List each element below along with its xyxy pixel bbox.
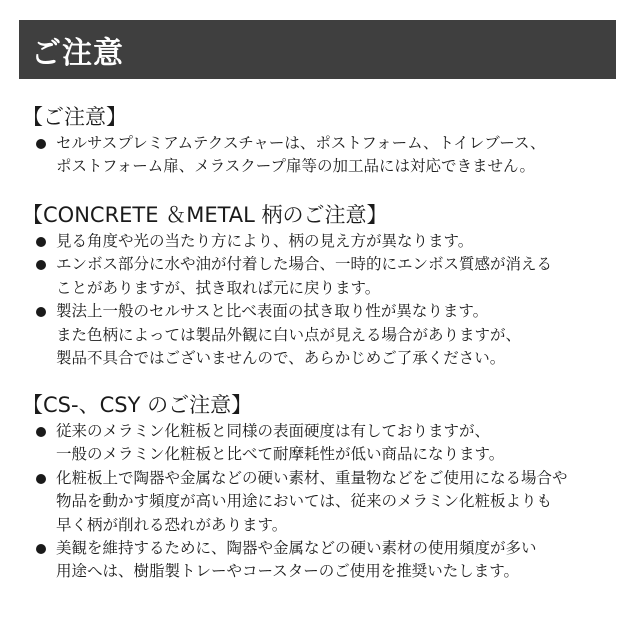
item-line: 美観を維持するために、陶器や金属などの硬い素材の使用頻度が多い [56, 539, 537, 558]
list-item [22, 132, 634, 179]
section-concrete-metal-notice [22, 202, 634, 370]
section-cs-csy-notice [22, 392, 634, 584]
list-item [22, 230, 634, 253]
item-line: 早く柄が削れる恐れがあります。 [56, 515, 288, 534]
item-line: 見る角度や光の当たり方により、柄の見え方が異なります。 [56, 232, 474, 250]
item-line: 物品を動かす頻度が高い用途においては、従来のメラミン化粧板よりも [56, 492, 553, 511]
item-line: また色柄によっては製品外観に白い点が見える場合がありますが、 [56, 325, 522, 344]
bullet-icon [36, 544, 46, 554]
item-line: 一般のメラミン化粧板と比べて耐摩耗性が低い商品になります。 [56, 445, 505, 464]
item-line: 用途へは、樹脂製トレーやコースターのご使用を推奨いたします。 [56, 562, 519, 581]
item-line: 製法上一般のセルサスと比べ表面の拭き取り性が異なります。 [56, 302, 489, 321]
bullet-icon [36, 474, 46, 484]
list-item [22, 537, 634, 584]
list-item [22, 253, 634, 300]
title-bar [19, 20, 616, 79]
bullet-icon [36, 237, 46, 247]
bullet-icon [36, 307, 46, 317]
section-heading: 【CONCRETE ＆METAL 柄のご注意】 [22, 203, 388, 227]
item-line: セルサスプレミアムテクスチャーは、ポストフォーム、トイレブース、 [56, 134, 546, 152]
list-item [22, 467, 634, 537]
page-title: ご注意 [31, 35, 124, 71]
bullet-icon [36, 260, 46, 270]
section-general-notice [22, 104, 634, 179]
item-line: 製品不具合ではございませんので、あらかじめご了承ください。 [56, 349, 506, 368]
section-heading: 【CS-、CSY のご注意】 [22, 393, 253, 417]
item-line: 化粧板上で陶器や金属などの硬い素材、重量物などをご使用になる場合や [56, 468, 568, 487]
item-line: エンボス部分に水や油が付着した場合、一時的にエンボス質感が消える [56, 255, 553, 274]
list-item [22, 300, 634, 370]
section-heading: 【ご注意】 [22, 105, 127, 129]
bullet-icon [36, 139, 46, 149]
item-line: ことがありますが、拭き取れば元に戻ります。 [56, 278, 381, 297]
item-line: ポストフォーム扉、メラスクープ扉等の加工品には対応できません。 [56, 157, 535, 176]
item-line: 従来のメラミン化粧板と同様の表面硬度は有しておりますが、 [56, 422, 491, 440]
bullet-icon [36, 427, 46, 437]
list-item [22, 420, 634, 467]
